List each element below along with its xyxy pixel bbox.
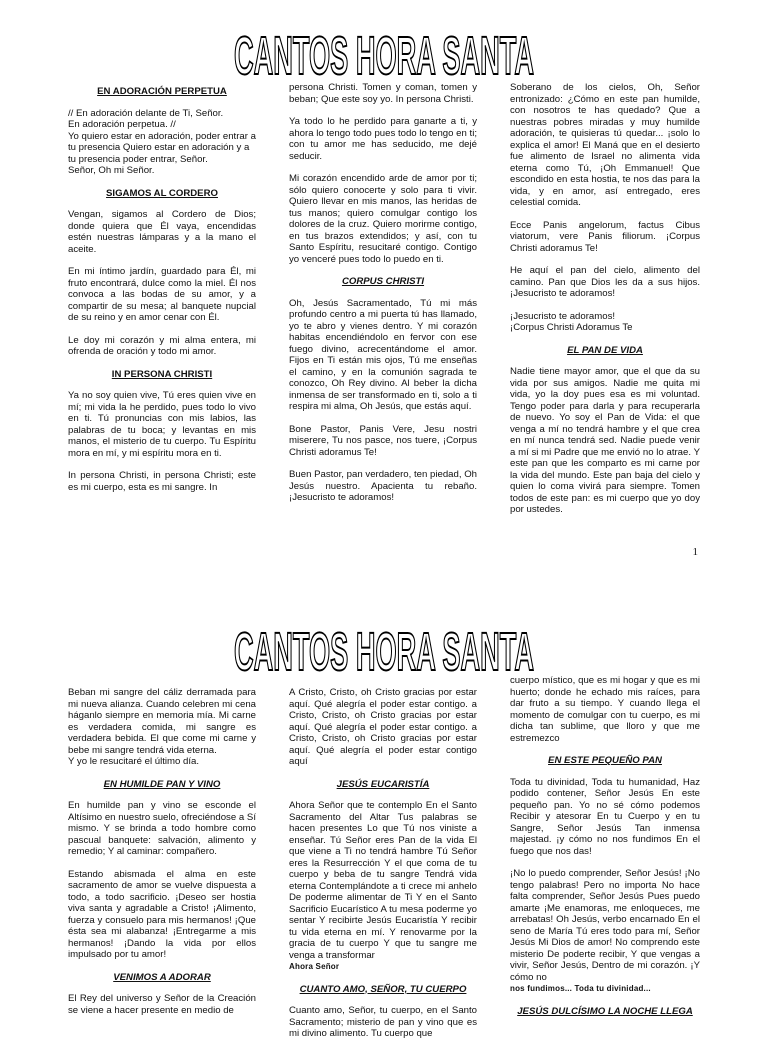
- paragraph: In persona Christi, in persona Christi; este es mi cuerpo, esta es mi sangre. In: [68, 470, 256, 493]
- heading-in-persona-christi: IN PERSONA CHRISTI: [111, 368, 213, 380]
- page-number: 1: [692, 546, 698, 558]
- paragraph: Bone Pastor, Panis Vere, Jesu nostri miserere, Tu nos pasce, nos tuere, ¡Corpus Christi adoramus Te!: [289, 423, 477, 458]
- paragraph-small: nos fundimos... Toda tu divinidad...: [510, 984, 651, 993]
- paragraph: cuerpo místico, que es mi hogar y que es mi huerto; donde he echado mis raíces, para dar fruto a su tiempo. Y cuando llega el momento de comulgar con tu cuerpo, es mi dicha tan sublime, que lloro y que me estremezco: [510, 675, 700, 744]
- banner-wordart: [229, 22, 539, 84]
- paragraph: Mi corazón encendido arde de amor por ti; sólo quiero conocerte y solo para ti vivir. Quiero llevar en mis manos, las heridas de tus manos; quiero comulgar contigo los dolores de la cruz. Quiero morirme contigo, en tus brazos extendidos; y así, con tu Santo Espíritu, resucitaré contigo. Contigo yo venceré pues todo lo puedo en ti.: [289, 173, 477, 265]
- page1-column-2: [289, 82, 477, 515]
- paragraph: Ahora Señor que te contemplo En el Santo Sacramento del Altar Tus palabras se hacen presentes Lo que Tú nos viniste a enseñar. Tú Señor eres Pan de la vida El que viene a Ti no tendrá hambre Tú Señor eres la Resurrección Y el que coma de tu cuerpo y beba de tu sangre Tendrá vida eterna Contemplándote a ti crece mi anhelo De poderme alimentar de Ti Y en el Santo Sacrificio Eucarístico A tu mesa poderme yo sentar Y recibirte Jesús Eucaristía Y recibir tu vida eterna en mí. Y renovarme por la gracia de tu cuerpo Y que tu sangre me venga a transformar: [289, 800, 477, 961]
- paragraph: En humilde pan y vino se esconde el Altísimo en nuestro suelo, ofreciéndose a Sí mismo. Y se brinda a todo hombre como pascual banquete: salvación, alimento y remedio; Y al caminar: compañero.: [68, 800, 256, 857]
- paragraph: Oh, Jesús Sacramentado, Tú mi más profundo centro a mi puerta tú has llamado, yo te abro y vienes dentro. Y mi corazón habitas encendiéndolo en fervor con ese fuego divino, acrecentándome el amor. Fijos en Ti están mis ojos, Tú me enseñas el camino, y en la comunión sagrada te conozco, Oh Rey divino. Al beber la dicha inmensa de ser transformado en ti, solo a ti respira mi alma, Oh Jesús, que estás aquí.: [289, 297, 477, 412]
- banner-text: CANTOS HORA SANTA: [234, 622, 534, 682]
- banner-text: CANTOS HORA SANTA: [234, 26, 534, 86]
- heading-el-pan-de-vida: EL PAN DE VIDA: [567, 344, 643, 356]
- paragraph: En mi íntimo jardín, guardado para Él, mi fruto encontrará, dulce como la miel. Él nos convoca a las bodas de su amor, y a compartir de su mesa; al banquete nupcial de su reino y en amor cenar con Él.: [68, 266, 256, 323]
- paragraph: A Cristo, Cristo, oh Cristo gracias por estar aquí. Qué alegría el poder estar contigo. a Cristo, Cristo, oh Cristo gracias por estar aquí. Qué alegría el poder estar contigo. a Cristo, Cristo, oh Cristo gracias por estar aquí. Qué alegría el poder estar contigo aquí: [289, 687, 477, 767]
- paragraph: He aquí el pan del cielo, alimento del camino. Pan que Dios les da a sus hijos. ¡Jesucristo te adoramos!: [510, 265, 700, 299]
- page2-column-2: [289, 687, 477, 1051]
- paragraph: Le doy mi corazón y mi alma entera, mi ofrenda de oración y todo mi amor.: [68, 334, 256, 357]
- page1-column-1: [68, 80, 256, 504]
- paragraph: Beban mi sangre del cáliz derramada para mi nueva alianza. Cuando celebren mi cena háganlo siempre en memoria mía. Mi carne es verdadera comida, mi sangre es verdadera bebida. El que come mi carne y bebe mi sangre tendrá vida eterna. Y yo le resucitaré el último día.: [68, 687, 256, 767]
- paragraph: Estando abismada el alma en este sacramento de amor se vuelve dispuesta a todo, a todo sacrificio. ¡Deseo ser hostia viva santa y agradable a Cristo! ¡Alimento, fuerza y consuelo para mis hermanos! ¡Que ésta sea mi alabanza! ¡Entregarme a mis hermanos! ¡Dando la vida por ellos impulsado por tu amor!: [68, 868, 256, 960]
- paragraph: El Rey del universo y Señor de la Creación se viene a hacer presente en medio de: [68, 993, 256, 1016]
- paragraph: // En adoración delante de Ti, Señor. En adoración perpetua. // Yo quiero estar en adoración, poder entrar a tu presencia Quiero estar en adoración y a tu presencia poder entrar, Señor. Señor, Oh mi Señor.: [68, 107, 256, 176]
- heading-en-este-pequeno-pan: EN ESTE PEQUEÑO PAN: [548, 755, 662, 766]
- banner-wordart: [229, 618, 539, 680]
- page2-column-3: [510, 675, 700, 1027]
- paragraph: ¡No lo puedo comprender, Señor Jesús! ¡No tengo palabras! Pero no importa No hace falta comprender, Señor Jesús Pues puedo amarte ¡Me enamoras, me enloqueces, me arrebatas! Oh Jesús, verbo encarnado En el seno de María Tú eres todo para mí, Señor Jesús Mi Dios de amor! No comprendo este misterio De poderte recibir, Y que vengas a vivir, Señor Jesús, Dentro de mi corazón. ¡Y cómo no: [510, 868, 700, 983]
- paragraph: persona Christi. Tomen y coman, tomen y beban; Que este soy yo. In persona Christi.: [289, 82, 477, 105]
- page1-column-3: [510, 82, 700, 527]
- paragraph: Ya no soy quien vive, Tú eres quien vive en mí; mi vida la he perdido, pues todo lo vivo en ti. Tú pronuncias con mis labios, las palabras de tu boca; y levantas en mis manos, el misterio de tu cuerpo. Tu Espíritu mora en mí, y mi espíritu mora en ti.: [68, 390, 256, 459]
- banner-title: [0, 618, 768, 682]
- paragraph: ¡Jesucristo te adoramos! ¡Corpus Christi Adoramus Te: [510, 310, 633, 333]
- heading-corpus-christi: CORPUS CHRISTI: [341, 276, 425, 287]
- paragraph-small: Ahora Señor: [289, 962, 340, 971]
- heading-venimos-a-adorar: VENIMOS A ADORAR: [113, 971, 211, 983]
- heading-en-humilde-pan-y-vino: EN HUMILDE PAN Y VINO: [103, 778, 221, 790]
- page2-column-1: [68, 687, 256, 1027]
- paragraph: Buen Pastor, pan verdadero, ten piedad, Oh Jesús nuestro. Apacienta tu rebaño. ¡Jesucristo te adoramos!: [289, 469, 477, 503]
- page-2: [0, 600, 768, 1039]
- paragraph: Vengan, sigamos al Cordero de Dios; donde quiera que Él vaya, encendidas estén nuestras lámparas y a la mano el aceite.: [68, 209, 256, 255]
- paragraph: Ya todo lo he perdido para ganarte a ti, y ahora lo tengo todo pues todo lo tengo en ti; con tu amor me has seducido, me dejé seducir.: [289, 116, 477, 162]
- banner-title: [0, 22, 768, 86]
- heading-sigamos-al-cordero: SIGAMOS AL CORDERO: [106, 187, 218, 199]
- heading-jesus-eucaristia: JESÚS EUCARISTÍA: [336, 778, 430, 790]
- paragraph: Cuanto amo, Señor, tu cuerpo, en el Santo Sacramento; misterio de pan y vino que es mi divino alimento. Tu cuerpo que: [289, 1005, 477, 1039]
- paragraph: Ecce Panis angelorum, factus Cibus viatorum, vere Panis filiorum. ¡Corpus Christi adoramus Te!: [510, 219, 700, 254]
- heading-en-adoracion-perpetua: EN ADORACIÓN PERPETUA: [97, 86, 227, 97]
- heading-cuanto-amo-senor-tu-cuerpo: CUANTO AMO, SEÑOR, TU CUERPO: [299, 983, 467, 995]
- paragraph: Nadie tiene mayor amor, que el que da su vida por sus amigos. Nadie me quita mi vida, yo la doy pues esa es mi voluntad. Tengo poder para darla y para recuperarla de nuevo. Yo soy el Pan de Vida: el que venga a mí no tendrá hambre y el que crea en mí nunca tendrá sed. Nadie puede venir a mí si mi Padre que me envió no lo atrae. Y este pan que les comparto es mi carne por la vida del mundo. Este pan baja del cielo y quien lo coma vivirá para siempre. Tomen todos de este pan: es mi cuerpo que yo doy por ustedes.: [510, 366, 700, 515]
- paragraph: Toda tu divinidad, Toda tu humanidad, Haz podido contener, Señor Jesús En este pequeño pan. Yo no sé cómo podemos Recibir y atesorar En tu Cuerpo y en tu Sangre, Señor Jesús Tan inmensa majestad. ¡y cómo no nos fundimos En el fuego que nos das!: [510, 776, 700, 857]
- paragraph: Soberano de los cielos, Oh, Señor entronizado: ¿Cómo en este pan humilde, con nosotros te has quedado? Que a nuestras pobres miradas y muy humilde adoración, te quisieras tú quedar... ¡solo lo explica el amor! El Maná que en el desierto fue alimento de Israel no alimenta vida eterna como Tú, ¡Oh Emmanuel! Que escondido en esta hostia, te nos das para la vida, y en amor, así entregado, eres celestial comida.: [510, 82, 700, 208]
- heading-jesus-dulcisimo: JESÚS DULCÍSIMO LA NOCHE LLEGA: [517, 1005, 693, 1017]
